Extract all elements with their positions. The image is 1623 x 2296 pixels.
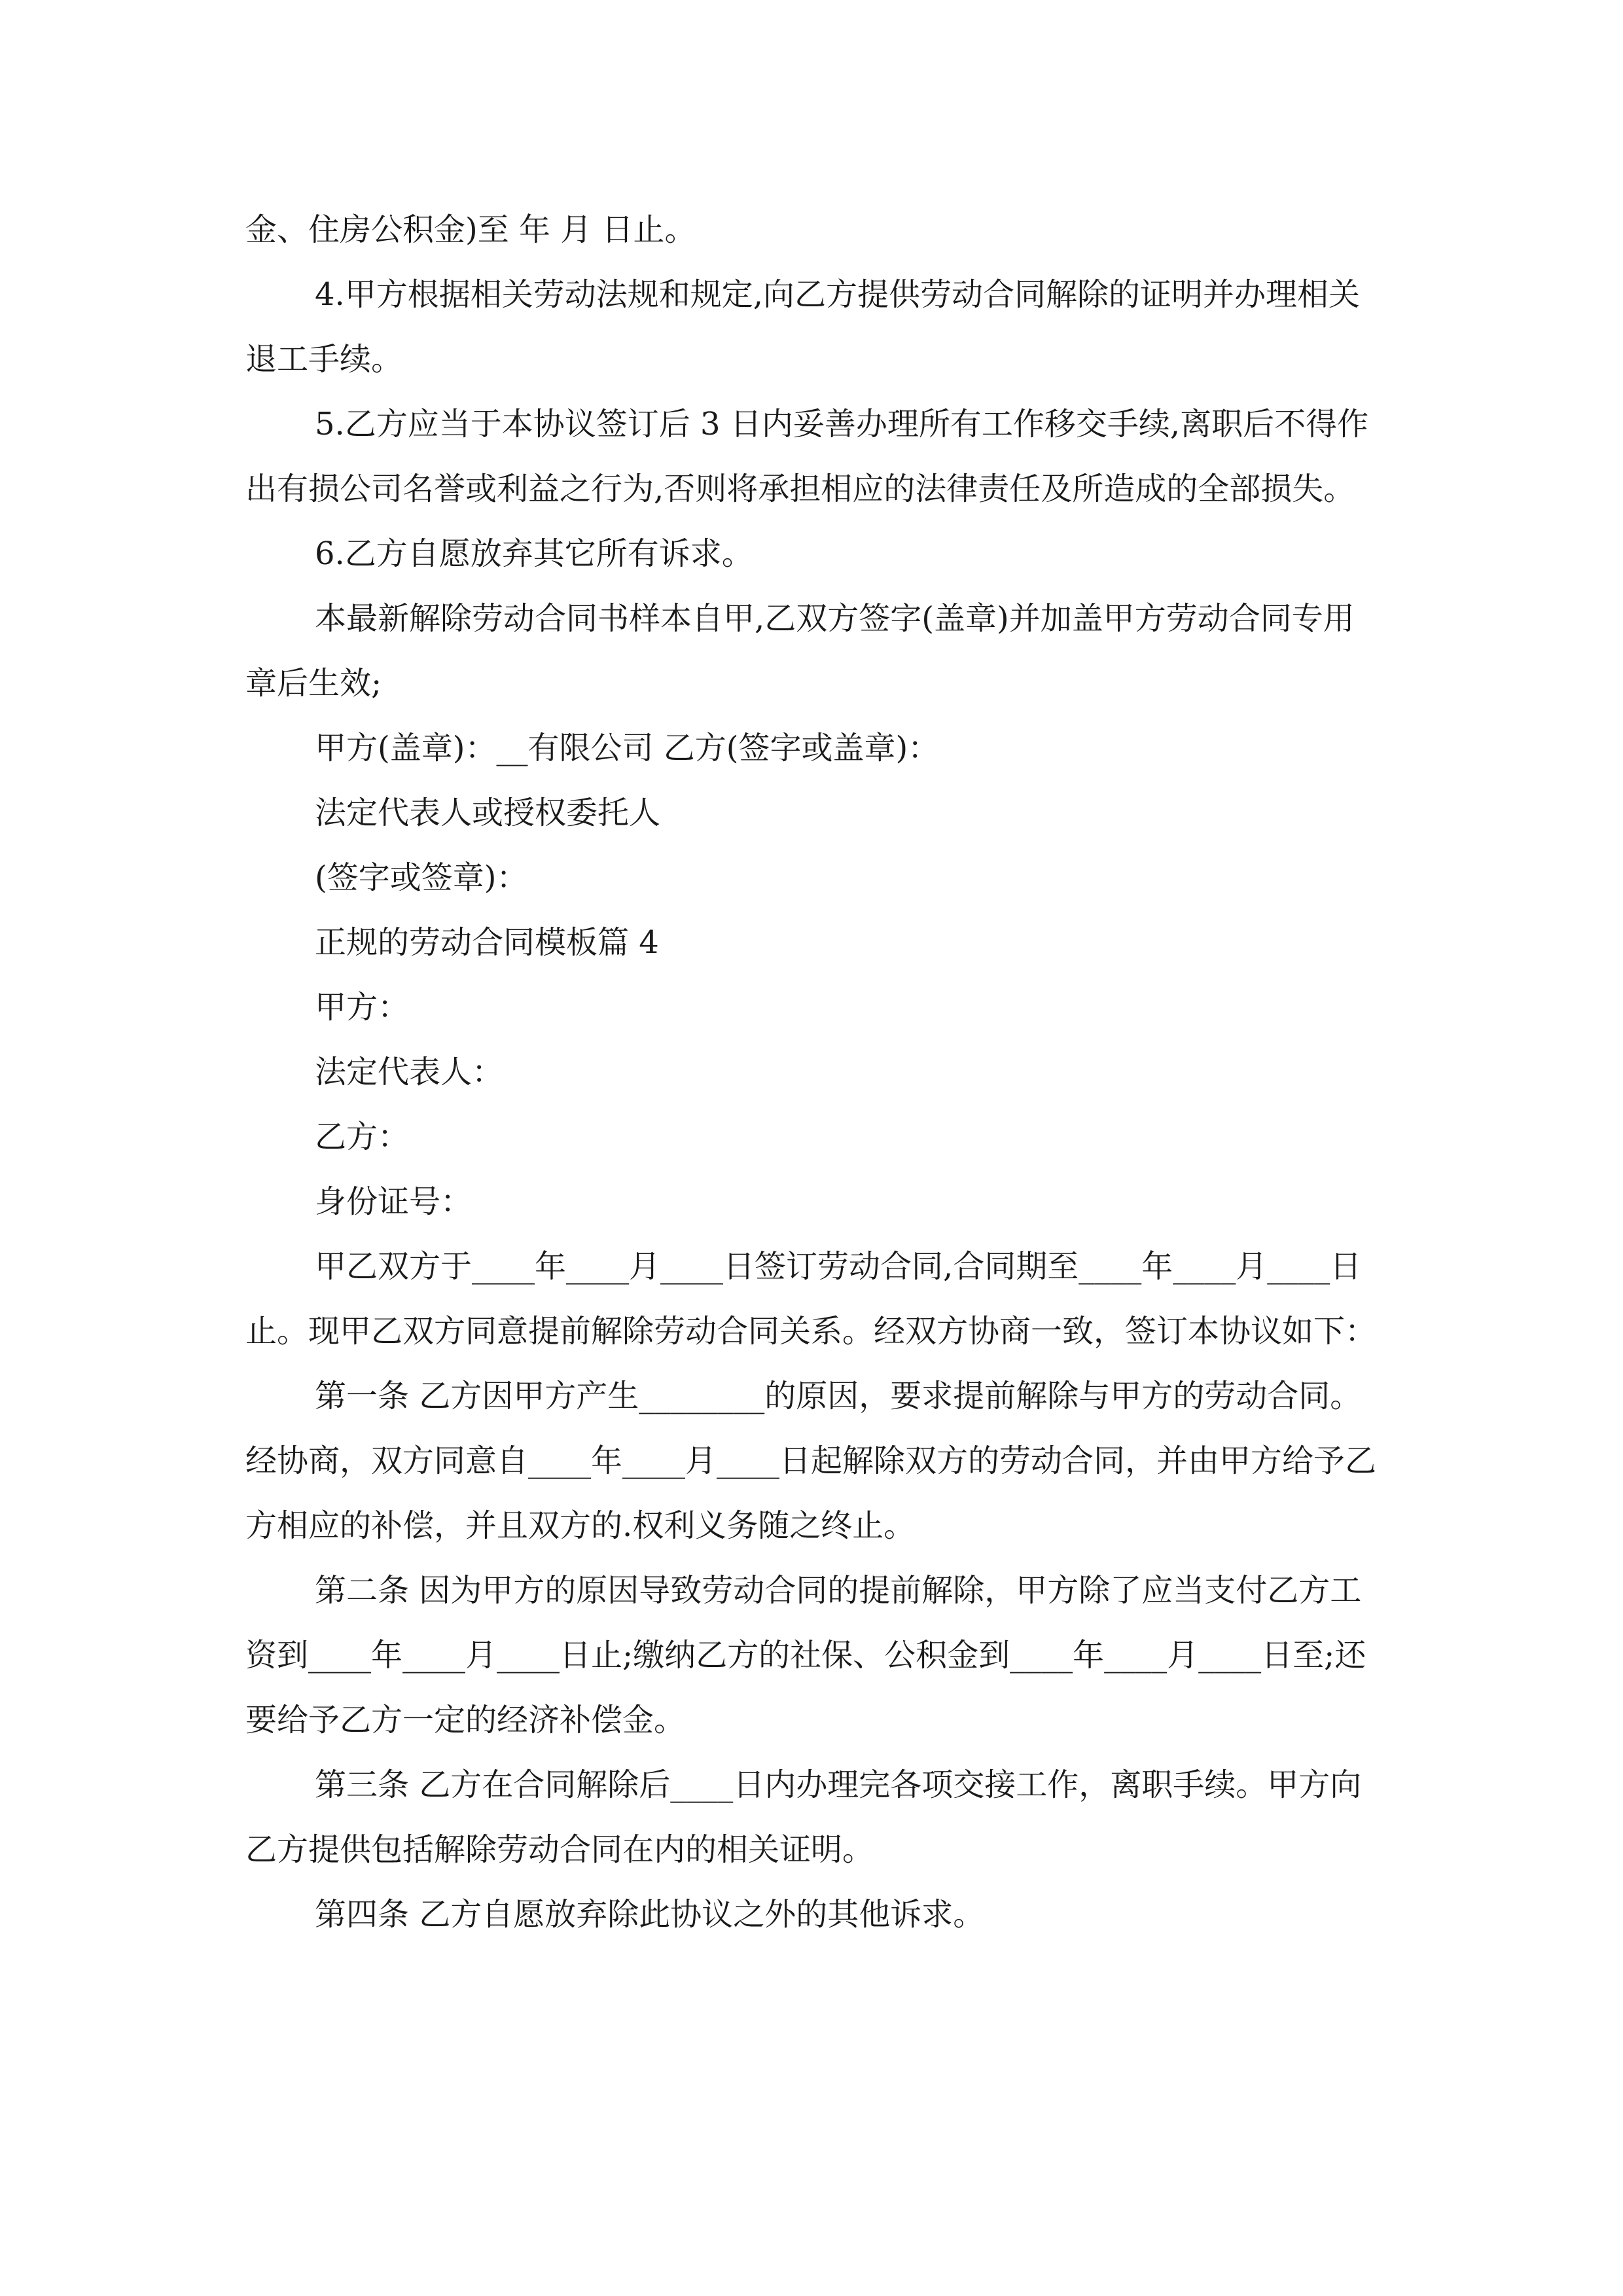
section-title: 正规的劳动合同模板篇 4 (315, 924, 659, 961)
legal-representative-line: 法定代表人或授权委托人 (315, 795, 661, 831)
legal-representative-field: 法定代表人： (315, 1054, 504, 1090)
paragraph-4: 6.乙方自愿放弃其它所有诉求。 (315, 535, 753, 572)
paragraph-1: 金、住房公积金)至 年 月 日止。 (245, 211, 696, 248)
article-3: 第三条 乙方在合同解除后____日内办理完各项交接工作，离职手续。甲方向乙方提供包括解除劳动合同在内的相关证明。 (245, 1767, 1362, 1868)
agreement-intro: 甲乙双方于____年____月____日签订劳动合同,合同期至____年____月____日止。现甲乙双方同意提前解除劳动合同关系。经双方协商一致，签订本协议如下： (245, 1248, 1377, 1350)
paragraph-2: 4.甲方根据相关劳动法规和规定,向乙方提供劳动合同解除的证明并办理相关退工手续。 (245, 276, 1361, 378)
document-body (245, 198, 1378, 1947)
party-b-field: 乙方： (315, 1119, 410, 1155)
id-number-field: 身份证号： (315, 1183, 473, 1220)
article-2: 第二条 因为甲方的原因导致劳动合同的提前解除，甲方除了应当支付乙方工资到____年____月____日止;缴纳乙方的社保、公积金到____年____月____日至;还要给予乙方一定的经济补偿金。 (245, 1572, 1366, 1738)
article-4: 第四条 乙方自愿放弃除此协议之外的其他诉求。 (315, 1896, 985, 1933)
party-a-field: 甲方： (315, 989, 410, 1026)
paragraph-5: 本最新解除劳动合同书样本自甲,乙双方签字(盖章)并加盖甲方劳动合同专用章后生效; (245, 600, 1355, 702)
paragraph-3: 5.乙方应当于本协议签订后 3 日内妥善办理所有工作移交手续,离职后不得作出有损公司名誉或利益之行为,否则将承担相应的法律责任及所造成的全部损失。 (245, 406, 1369, 507)
signature-line-party-a: 甲方(盖章)：__有限公司 乙方(签字或盖章)： (315, 730, 940, 766)
signature-note: (签字或签章)： (315, 859, 528, 896)
article-1: 第一条 乙方因甲方产生________的原因，要求提前解除与甲方的劳动合同。经协商，双方同意自____年____月____日起解除双方的劳动合同，并由甲方给予乙方相应的补偿，并且双方的.权利义务随之终止。 (245, 1378, 1377, 1544)
